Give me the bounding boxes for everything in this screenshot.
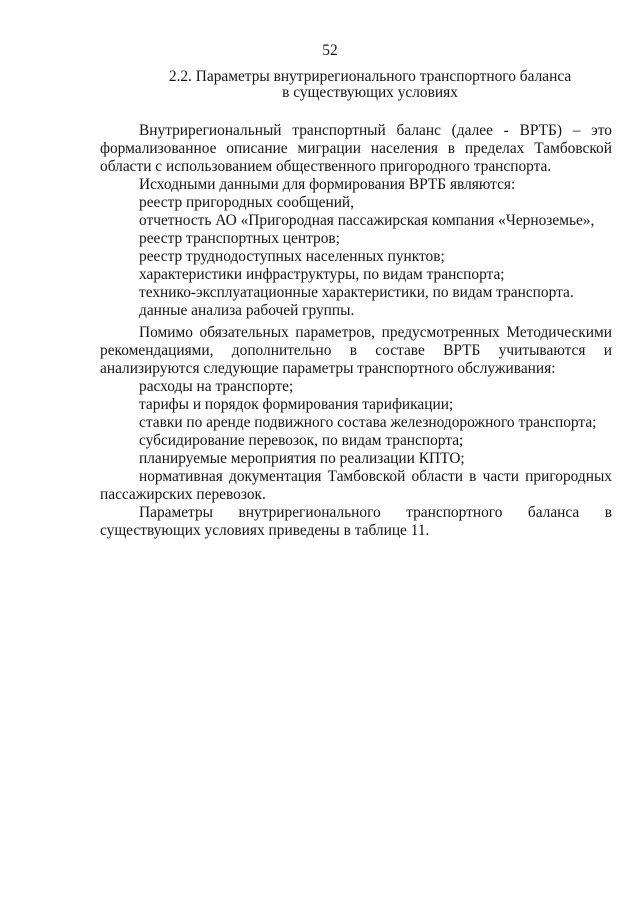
sources-item: технико-эксплуатационные характеристики, по видам транспорта. xyxy=(139,284,574,301)
sources-item: реестр пригородных сообщений, xyxy=(139,194,355,211)
intro-line-3: области с использованием общественного пригородного транспорта. xyxy=(100,158,552,175)
params-item: планируемые мероприятия по реализации КПТО; xyxy=(139,450,465,467)
section-heading-line-2: в существующих условиях xyxy=(282,84,458,101)
params-item: расходы на транспорте; xyxy=(139,378,294,395)
sources-item: данные анализа рабочей группы. xyxy=(139,302,355,319)
params-line-1: Помимо обязательных параметров, предусмотренных Методическими xyxy=(139,324,612,341)
page-number: 52 xyxy=(322,42,338,59)
closing-line-2: существующих условиях приведены в таблице 11. xyxy=(100,522,430,539)
params-last-item-line-2: пассажирских перевозок. xyxy=(100,486,266,503)
params-last-item-line-1: нормативная документация Тамбовской области в части пригородных xyxy=(139,468,612,485)
intro-line-2: формализованное описание миграции населения в пределах Тамбовской xyxy=(100,140,612,157)
sources-lead: Исходными данными для формирования ВРТБ являются: xyxy=(139,176,516,193)
sources-item: отчетность АО «Пригородная пассажирская компания «Черноземье», xyxy=(139,212,595,229)
sources-item: реестр транспортных центров; xyxy=(139,230,340,247)
closing-line-1: Параметры внутрирегионального транспортного баланса в xyxy=(139,504,612,521)
sources-item: реестр труднодоступных населенных пунктов; xyxy=(139,248,445,265)
params-item: ставки по аренде подвижного состава железнодорожного транспорта; xyxy=(139,414,597,431)
params-item: тарифы и порядок формирования тарификации; xyxy=(139,396,454,413)
intro-line-1: Внутрирегиональный транспортный баланс (далее - ВРТБ) – это xyxy=(139,122,612,139)
params-line-3: анализируются следующие параметры транспортного обслуживания: xyxy=(100,360,556,377)
params-line-2: рекомендациями, дополнительно в составе ВРТБ учитываются и xyxy=(100,342,612,359)
sources-item: характеристики инфраструктуры, по видам транспорта; xyxy=(139,266,505,283)
params-item: субсидирование перевозок, по видам транспорта; xyxy=(139,432,464,449)
section-heading-line-1: 2.2. Параметры внутрирегионального транспортного баланса xyxy=(168,68,572,85)
